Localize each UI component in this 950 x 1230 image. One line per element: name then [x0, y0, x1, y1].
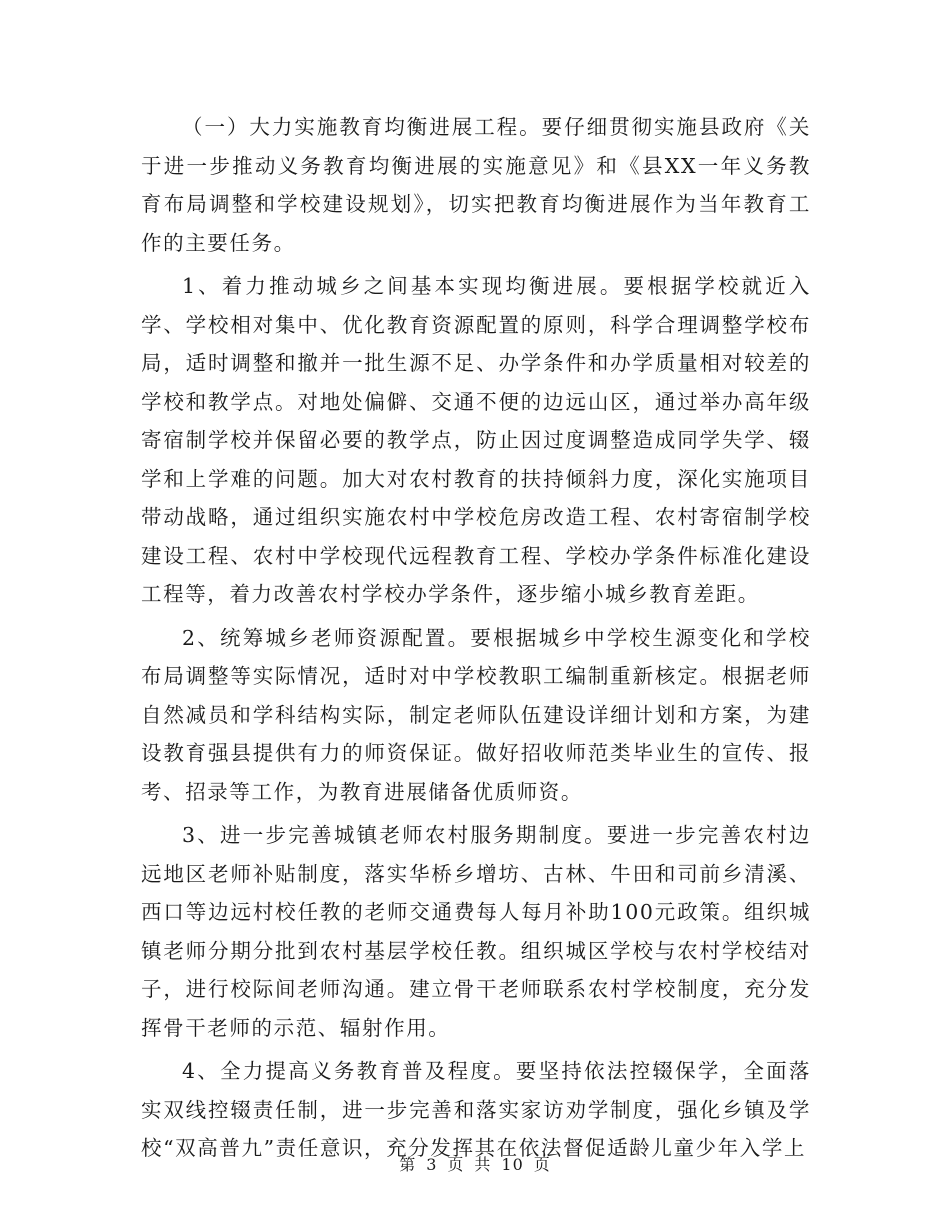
footer-total-pages: 10: [501, 1155, 524, 1174]
paragraph-section-heading: （一）大力实施教育均衡进展工程。要仔细贯彻实施县政府《关于进一步推动义务教育均衡进展的实施意见》和《县XX一年义务教育布局调整和学校建设规划》，切实把教育均衡进展作为当年教育工作的主要任务。: [141, 115, 811, 255]
paragraph-item-4: 4、全力提高义务教育普及程度。要坚持依法控辍保学，全面落实双线控辍责任制，进一步完善和落实家访劝学制度，强化乡镇及学校“双高普九”责任意识，充分发挥其在依法督促适龄儿童少年入学上: [141, 1059, 811, 1160]
footer-current-page: 3: [426, 1155, 438, 1174]
footer-suffix: 页: [533, 1155, 551, 1174]
paragraph-item-2: 2、统筹城乡老师资源配置。要根据城乡中学校生源变化和学校布局调整等实际情况，适时对中学校教职工编制重新核定。根据老师自然减员和学科结构实际，制定老师队伍建设详细计划和方案，为建设教育强县提供有力的师资保证。做好招收师范类毕业生的宣传、报考、招录等工作，为教育进展储备优质师资。: [141, 625, 811, 804]
document-body: [141, 108, 811, 1173]
footer-total-word: 共: [474, 1155, 492, 1174]
footer-page-word: 页: [447, 1155, 465, 1174]
paragraph-item-3: 3、进一步完善城镇老师农村服务期制度。要进一步完善农村边远地区老师补贴制度，落实华桥乡增坊、古林、牛田和司前乡清溪、西口等边远村校任教的老师交通费每人每月补助100元政策。组织城镇老师分期分批到农村基层学校任教。组织城区学校与农村学校结对子，进行校际间老师沟通。建立骨干老师联系农村学校制度，充分发挥骨干老师的示范、辐射作用。: [141, 823, 811, 1040]
footer-prefix: 第: [399, 1155, 417, 1174]
page-footer: [0, 1152, 950, 1175]
paragraph-item-1: 1、着力推动城乡之间基本实现均衡进展。要根据学校就近入学、学校相对集中、优化教育资源配置的原则，科学合理调整学校布局，适时调整和撤并一批生源不足、办学条件和办学质量相对较差的学校和教学点。对地处偏僻、交通不便的边远山区，通过举办高年级寄宿制学校并保留必要的教学点，防止因过度调整造成同学失学、辍学和上学难的问题。加大对农村教育的扶持倾斜力度，深化实施项目带动战略，通过组织实施农村中学校危房改造工程、农村寄宿制学校建设工程、农村中学校现代远程教育工程、学校办学条件标准化建设工程等，着力改善农村学校办学条件，逐步缩小城乡教育差距。: [141, 274, 811, 606]
